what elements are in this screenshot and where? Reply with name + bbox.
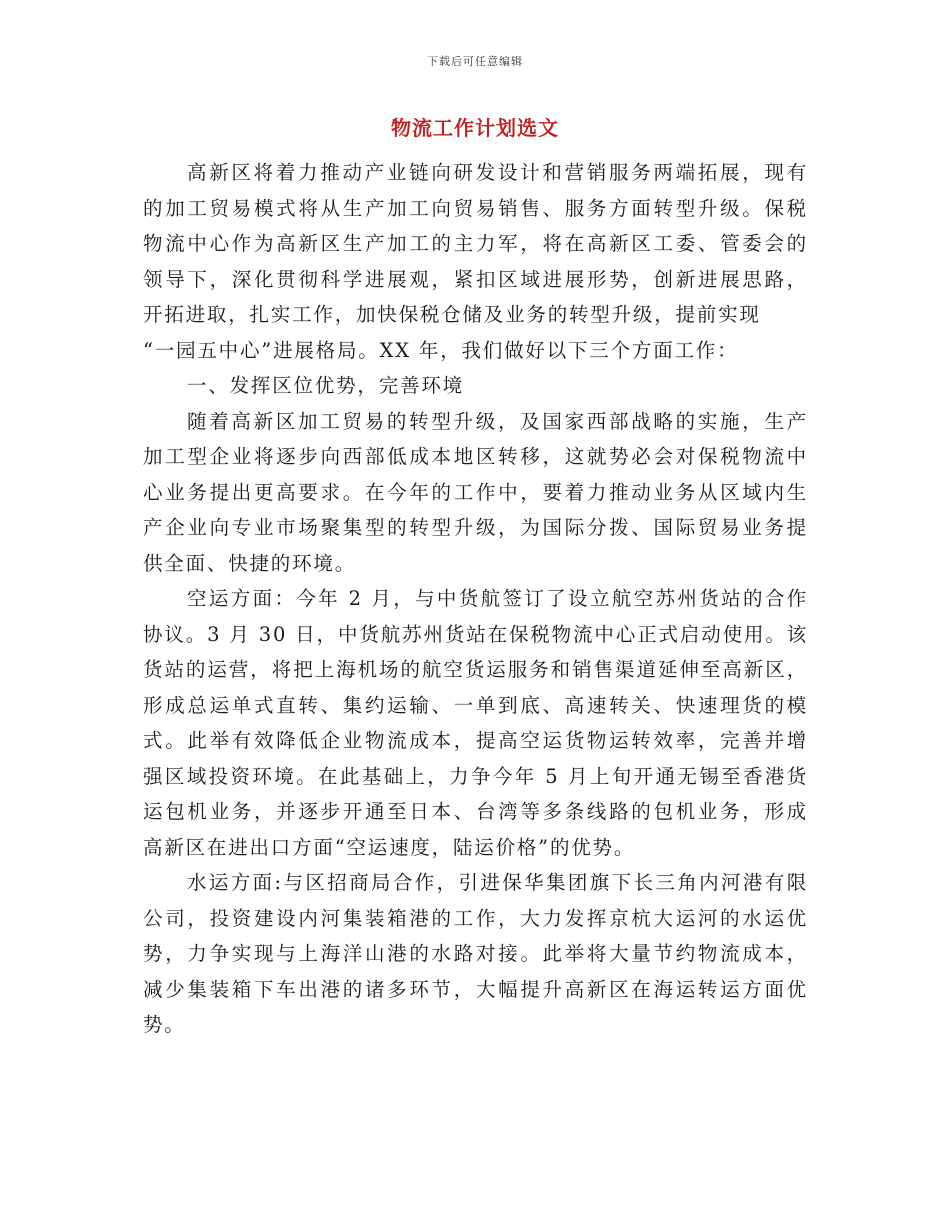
text-line: 强区域投资环境。在此基础上，力争今年 5 月上旬开通无锡至香港货 <box>143 764 808 788</box>
text-line: 开拓进取，扎实工作，加快保税仓储及业务的转型升级，提前实现 <box>143 303 761 326</box>
text-line: 物流中心作为高新区生产加工的主力军，将在高新区工委、管委会的 <box>143 232 808 255</box>
text-line: 水运方面:与区招商局合作，引进保华集团旗下长三角内河港有限 <box>187 871 808 894</box>
text-line: 高新区在进出口方面“空运速度，陆运价格”的优势。 <box>143 835 636 859</box>
text-line: 产企业向专业市场聚集型的转型升级，为国际分拨、国际贸易业务提 <box>143 516 808 539</box>
text-line: 高新区将着力推动产业链向研发设计和营销服务两端拓展，现有 <box>187 161 808 184</box>
text-line: 供全面、快捷的环境。 <box>143 551 357 575</box>
text-line: 势，力争实现与上海洋山港的水路对接。此举将大量节约物流成本， <box>143 942 808 965</box>
text-line: “一园五中心”进展格局。XX 年，我们做好以下三个方面工作： <box>143 338 739 362</box>
text-line: 货站的运营，将把上海机场的航空货运服务和销售渠道延伸至高新区， <box>143 658 808 681</box>
text-line: 加工型企业将逐步向西部低成本地区转移，这就势必会对保税物流中 <box>143 445 808 468</box>
text-line: 一、发挥区位优势，完善环境 <box>187 374 464 397</box>
text-line: 随着高新区加工贸易的转型升级，及国家西部战略的实施，生产 <box>187 409 808 433</box>
header-note: 下载后可任意编辑 <box>427 55 523 68</box>
text-line: 空运方面：今年 2 月，与中货航签订了设立航空苏州货站的合作 <box>187 587 808 610</box>
text-line: 心业务提出更高要求。在今年的工作中，要着力推动业务从区域内生 <box>143 480 808 504</box>
text-line: 运包机业务，并逐步开通至日本、台湾等多条线路的包机业务，形成 <box>143 800 808 823</box>
text-line: 领导下，深化贯彻科学进展观，紧扣区域进展形势，创新进展思路， <box>143 267 808 291</box>
text-line: 协议。3 月 30 日，中货航苏州货站在保税物流中心正式启动使用。该 <box>143 622 808 646</box>
text-line: 公司，投资建设内河集装箱港的工作，大力发挥京杭大运河的水运优 <box>143 906 808 930</box>
text-line: 减少集装箱下车出港的诸多环节，大幅提升高新区在海运转运方面优 <box>143 977 808 1001</box>
text-line: 势。 <box>143 1013 186 1036</box>
document-body <box>143 155 808 1043</box>
text-line: 式。此举有效降低企业物流成本，提高空运货物运转效率，完善并增 <box>143 729 808 752</box>
text-line: 的加工贸易模式将从生产加工向贸易销售、服务方面转型升级。保税 <box>143 196 808 220</box>
document-title: 物流工作计划选文 <box>391 116 559 140</box>
text-line: 形成总运单式直转、集约运输、一单到底、高速转关、快速理货的模 <box>143 693 808 717</box>
